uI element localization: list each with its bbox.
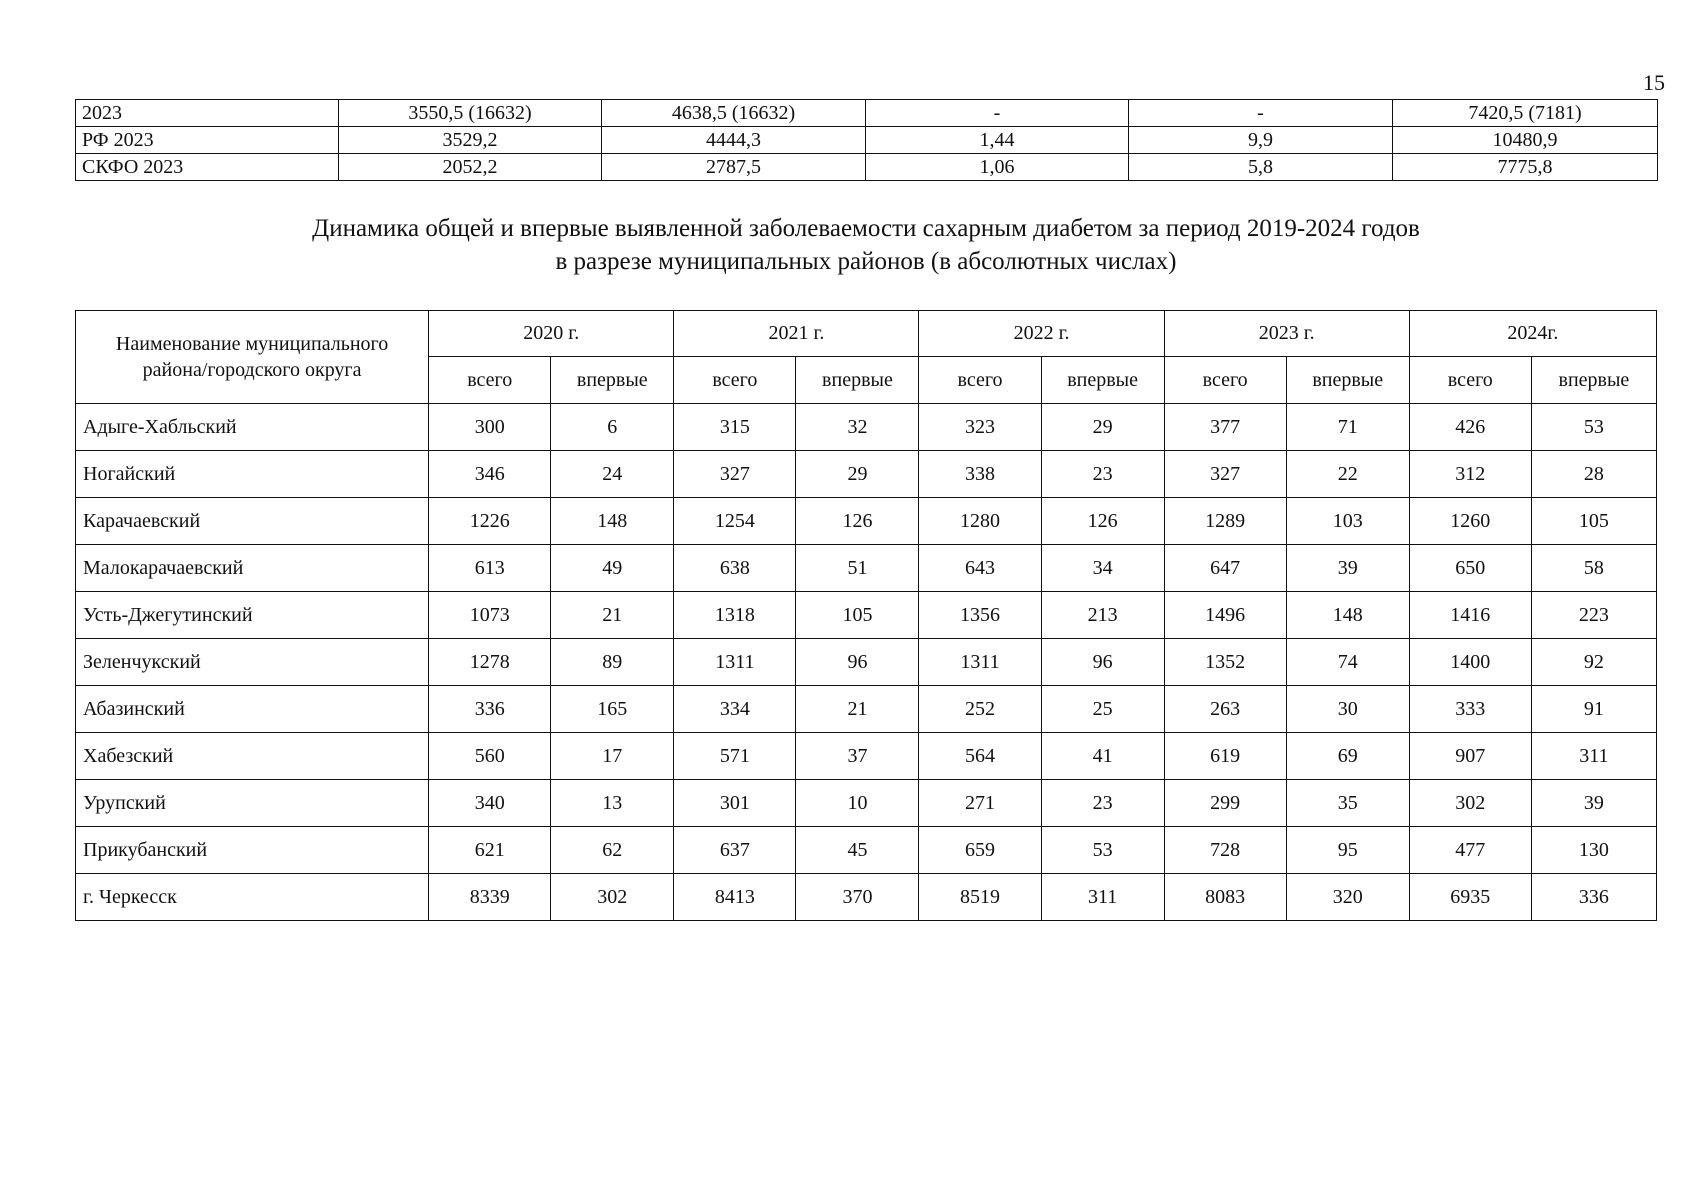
total-cell: 619 [1164, 733, 1286, 780]
total-cell: 252 [919, 686, 1041, 733]
new-cases-header: впервые [796, 357, 919, 404]
district-name: Ногайский [76, 451, 429, 498]
new-cases-cell: 89 [551, 639, 674, 686]
new-cases-cell: 58 [1531, 545, 1656, 592]
page-number: 15 [1643, 70, 1665, 95]
new-cases-cell: 126 [796, 498, 919, 545]
table-heading-line-1: Динамика общей и впервые выявленной заболеваемости сахарным диабетом за период 2019-2024 годов [312, 215, 1420, 242]
summary-cell: 1,44 [866, 127, 1129, 154]
total-cell: 327 [674, 451, 796, 498]
total-cell: 312 [1409, 451, 1531, 498]
total-cell: 621 [429, 827, 551, 874]
total-cell: 728 [1164, 827, 1286, 874]
new-cases-cell: 23 [1041, 780, 1164, 827]
total-cell: 1254 [674, 498, 796, 545]
summary-row-label: 2023 [76, 100, 339, 127]
total-cell: 1318 [674, 592, 796, 639]
new-cases-header: впервые [551, 357, 674, 404]
summary-table-body [76, 100, 1658, 181]
new-cases-cell: 53 [1531, 404, 1656, 451]
total-header: всего [429, 357, 551, 404]
total-cell: 340 [429, 780, 551, 827]
summary-cell: 2787,5 [602, 154, 866, 181]
summary-cell: 3550,5 (16632) [339, 100, 602, 127]
total-cell: 1416 [1409, 592, 1531, 639]
new-cases-cell: 28 [1531, 451, 1656, 498]
district-name: Хабезский [76, 733, 429, 780]
district-name: Прикубанский [76, 827, 429, 874]
district-name: Карачаевский [76, 498, 429, 545]
table-row [76, 733, 1657, 780]
summary-table-row [76, 100, 1658, 127]
total-cell: 426 [1409, 404, 1531, 451]
total-cell: 1226 [429, 498, 551, 545]
total-cell: 571 [674, 733, 796, 780]
total-cell: 300 [429, 404, 551, 451]
total-cell: 647 [1164, 545, 1286, 592]
summary-cell: 3529,2 [339, 127, 602, 154]
year-header-row [76, 311, 1657, 357]
district-name: Абазинский [76, 686, 429, 733]
total-cell: 338 [919, 451, 1041, 498]
year-header: 2020 г. [429, 311, 674, 357]
new-cases-cell: 29 [796, 451, 919, 498]
district-name: Усть-Джегутинский [76, 592, 429, 639]
new-cases-cell: 74 [1286, 639, 1409, 686]
total-cell: 1260 [1409, 498, 1531, 545]
total-cell: 1352 [1164, 639, 1286, 686]
new-cases-cell: 34 [1041, 545, 1164, 592]
total-cell: 302 [1409, 780, 1531, 827]
new-cases-cell: 49 [551, 545, 674, 592]
total-cell: 263 [1164, 686, 1286, 733]
total-cell: 336 [429, 686, 551, 733]
new-cases-cell: 37 [796, 733, 919, 780]
new-cases-cell: 32 [796, 404, 919, 451]
year-header: 2021 г. [674, 311, 919, 357]
table-row [76, 780, 1657, 827]
new-cases-header: впервые [1041, 357, 1164, 404]
total-cell: 271 [919, 780, 1041, 827]
summary-cell: 7775,8 [1393, 154, 1658, 181]
summary-row-label: РФ 2023 [76, 127, 339, 154]
new-cases-cell: 62 [551, 827, 674, 874]
new-cases-cell: 105 [1531, 498, 1656, 545]
district-name: Зеленчукский [76, 639, 429, 686]
new-cases-cell: 22 [1286, 451, 1409, 498]
total-cell: 1278 [429, 639, 551, 686]
table-row [76, 639, 1657, 686]
morbidity-table-body [76, 404, 1657, 921]
new-cases-cell: 51 [796, 545, 919, 592]
new-cases-cell: 25 [1041, 686, 1164, 733]
table-row [76, 592, 1657, 639]
new-cases-cell: 39 [1286, 545, 1409, 592]
total-cell: 301 [674, 780, 796, 827]
new-cases-cell: 223 [1531, 592, 1656, 639]
table-row [76, 874, 1657, 921]
year-header: 2023 г. [1164, 311, 1409, 357]
total-cell: 1496 [1164, 592, 1286, 639]
total-header: всего [1409, 357, 1531, 404]
new-cases-cell: 91 [1531, 686, 1656, 733]
total-cell: 1311 [919, 639, 1041, 686]
new-cases-cell: 213 [1041, 592, 1164, 639]
total-cell: 613 [429, 545, 551, 592]
new-cases-cell: 30 [1286, 686, 1409, 733]
total-cell: 1289 [1164, 498, 1286, 545]
total-cell: 8519 [919, 874, 1041, 921]
new-cases-cell: 302 [551, 874, 674, 921]
new-cases-cell: 311 [1531, 733, 1656, 780]
new-cases-header: впервые [1286, 357, 1409, 404]
new-cases-cell: 130 [1531, 827, 1656, 874]
new-cases-cell: 23 [1041, 451, 1164, 498]
total-cell: 638 [674, 545, 796, 592]
total-cell: 650 [1409, 545, 1531, 592]
district-name: Адыге-Хабльский [76, 404, 429, 451]
morbidity-table [75, 310, 1657, 921]
summary-cell: 2052,2 [339, 154, 602, 181]
new-cases-cell: 6 [551, 404, 674, 451]
new-cases-cell: 41 [1041, 733, 1164, 780]
total-cell: 1280 [919, 498, 1041, 545]
total-cell: 323 [919, 404, 1041, 451]
new-cases-cell: 103 [1286, 498, 1409, 545]
summary-cell: 9,9 [1129, 127, 1393, 154]
total-cell: 346 [429, 451, 551, 498]
new-cases-cell: 320 [1286, 874, 1409, 921]
new-cases-cell: 370 [796, 874, 919, 921]
table-row [76, 404, 1657, 451]
total-cell: 477 [1409, 827, 1531, 874]
year-header: 2022 г. [919, 311, 1164, 357]
new-cases-cell: 95 [1286, 827, 1409, 874]
total-cell: 333 [1409, 686, 1531, 733]
district-name: Урупский [76, 780, 429, 827]
table-heading-line-2: в разрезе муниципальных районов (в абсолютных числах) [555, 248, 1177, 275]
total-cell: 637 [674, 827, 796, 874]
new-cases-cell: 21 [551, 592, 674, 639]
new-cases-cell: 53 [1041, 827, 1164, 874]
summary-cell: 7420,5 (7181) [1393, 100, 1658, 127]
total-cell: 659 [919, 827, 1041, 874]
summary-row-label: СКФО 2023 [76, 154, 339, 181]
new-cases-cell: 165 [551, 686, 674, 733]
new-cases-cell: 96 [796, 639, 919, 686]
summary-cell: 1,06 [866, 154, 1129, 181]
summary-cell: 4638,5 (16632) [602, 100, 866, 127]
new-cases-cell: 92 [1531, 639, 1656, 686]
total-cell: 1311 [674, 639, 796, 686]
total-cell: 327 [1164, 451, 1286, 498]
summary-cell: 10480,9 [1393, 127, 1658, 154]
new-cases-cell: 71 [1286, 404, 1409, 451]
new-cases-cell: 336 [1531, 874, 1656, 921]
table-row [76, 545, 1657, 592]
total-cell: 299 [1164, 780, 1286, 827]
total-cell: 643 [919, 545, 1041, 592]
total-header: всего [919, 357, 1041, 404]
table-row [76, 498, 1657, 545]
new-cases-cell: 148 [551, 498, 674, 545]
table-row [76, 827, 1657, 874]
total-cell: 6935 [1409, 874, 1531, 921]
district-name-header: Наименование муниципального района/городского округа [76, 311, 429, 404]
table-row [76, 686, 1657, 733]
district-name: Малокарачаевский [76, 545, 429, 592]
new-cases-cell: 39 [1531, 780, 1656, 827]
new-cases-cell: 29 [1041, 404, 1164, 451]
summary-table-row [76, 127, 1658, 154]
new-cases-cell: 45 [796, 827, 919, 874]
new-cases-cell: 21 [796, 686, 919, 733]
total-header: всего [1164, 357, 1286, 404]
total-cell: 8413 [674, 874, 796, 921]
year-header: 2024г. [1409, 311, 1656, 357]
new-cases-cell: 35 [1286, 780, 1409, 827]
new-cases-cell: 10 [796, 780, 919, 827]
total-cell: 377 [1164, 404, 1286, 451]
new-cases-cell: 126 [1041, 498, 1164, 545]
new-cases-cell: 17 [551, 733, 674, 780]
total-cell: 907 [1409, 733, 1531, 780]
total-header: всего [674, 357, 796, 404]
total-cell: 315 [674, 404, 796, 451]
table-row [76, 451, 1657, 498]
new-cases-header: впервые [1531, 357, 1656, 404]
total-cell: 8339 [429, 874, 551, 921]
table-heading [75, 212, 1657, 278]
summary-table [75, 99, 1658, 181]
total-cell: 1073 [429, 592, 551, 639]
new-cases-cell: 148 [1286, 592, 1409, 639]
summary-cell: - [1129, 100, 1393, 127]
new-cases-cell: 311 [1041, 874, 1164, 921]
new-cases-cell: 96 [1041, 639, 1164, 686]
new-cases-cell: 13 [551, 780, 674, 827]
summary-table-row [76, 154, 1658, 181]
summary-cell: - [866, 100, 1129, 127]
total-cell: 1356 [919, 592, 1041, 639]
summary-cell: 5,8 [1129, 154, 1393, 181]
total-cell: 8083 [1164, 874, 1286, 921]
total-cell: 1400 [1409, 639, 1531, 686]
total-cell: 334 [674, 686, 796, 733]
new-cases-cell: 105 [796, 592, 919, 639]
summary-cell: 4444,3 [602, 127, 866, 154]
new-cases-cell: 24 [551, 451, 674, 498]
district-name: г. Черкесск [76, 874, 429, 921]
total-cell: 564 [919, 733, 1041, 780]
total-cell: 560 [429, 733, 551, 780]
new-cases-cell: 69 [1286, 733, 1409, 780]
